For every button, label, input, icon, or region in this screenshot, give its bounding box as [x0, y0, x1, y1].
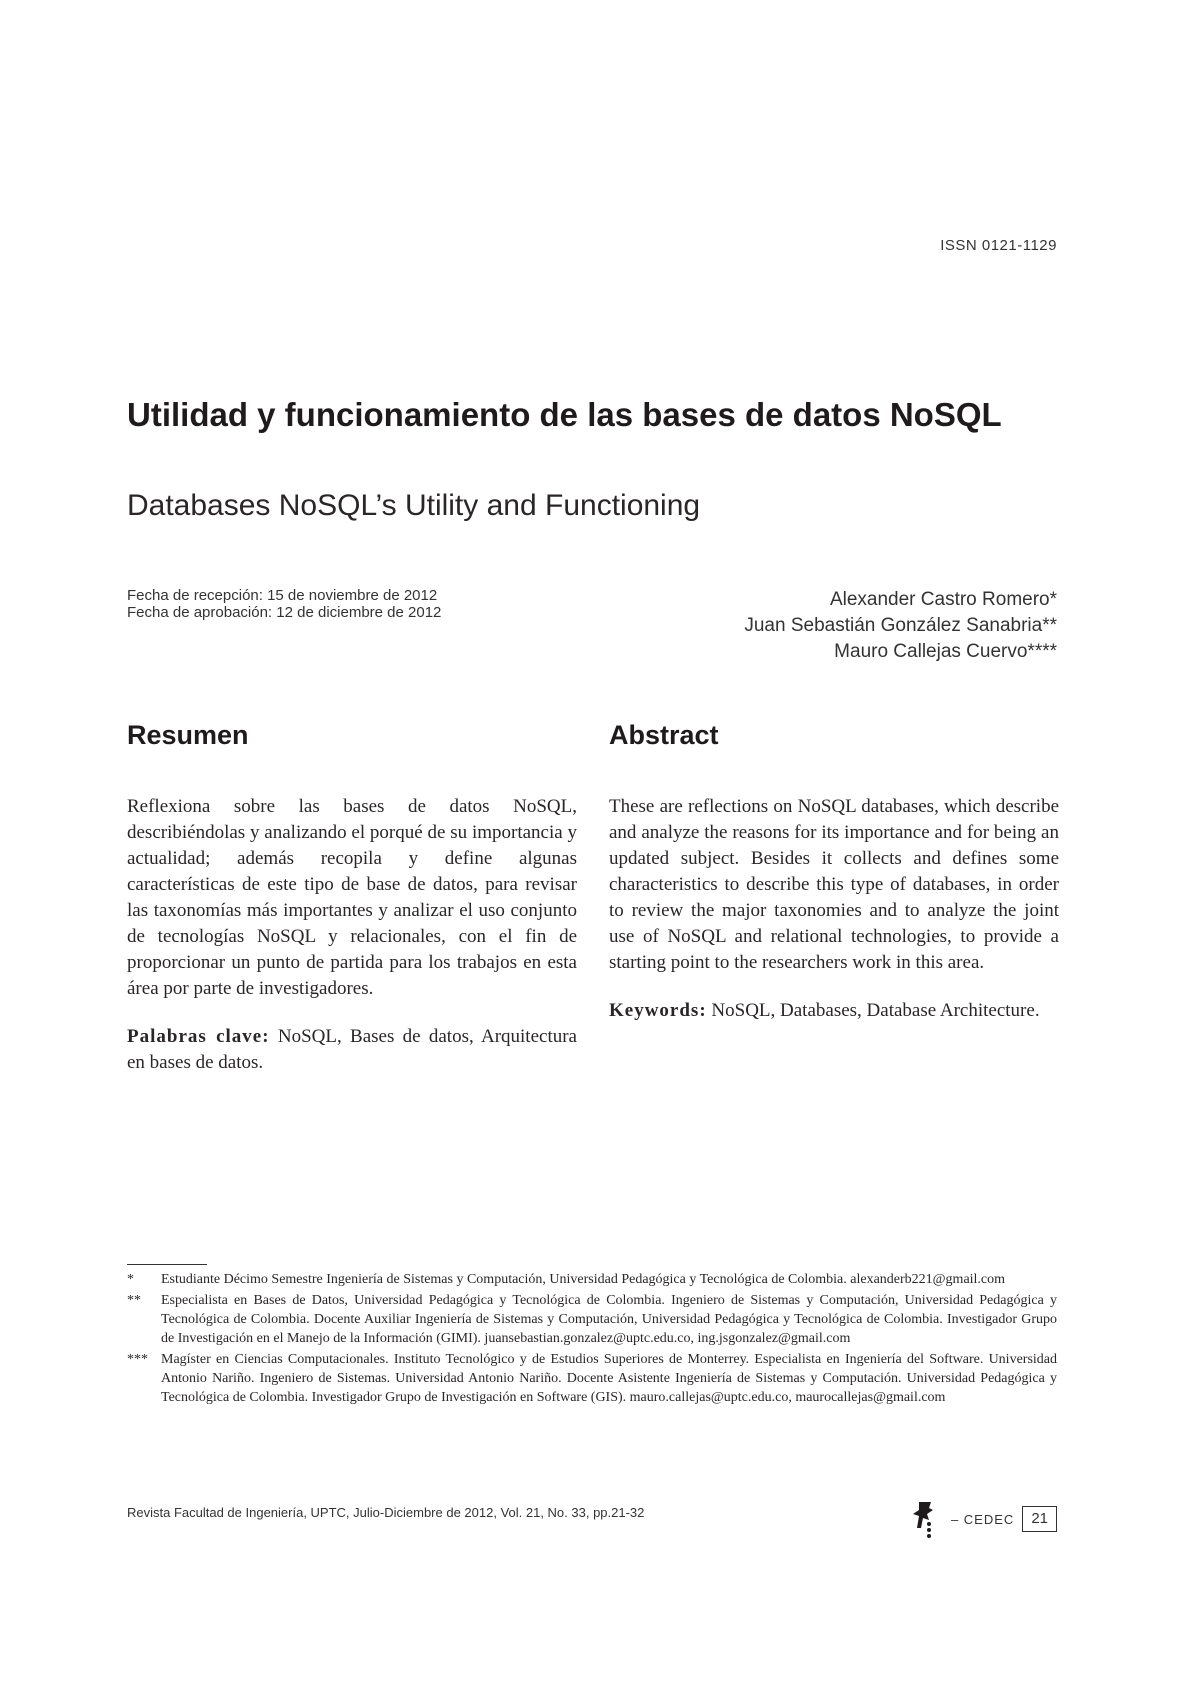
- footnotes: [127, 1270, 1057, 1409]
- footnote: [127, 1291, 1057, 1348]
- resumen-section: [127, 718, 577, 1076]
- issn: ISSN 0121-1129: [940, 237, 1057, 254]
- article-title: Utilidad y funcionamiento de las bases de datos NoSQL: [127, 396, 1002, 433]
- footnote-text: Especialista en Bases de Datos, Universidad Pedagógica y Tecnológica de Colombia. Ingeniero de Sistemas y Computación, Universidad Pedagógica y Tecnológica de Colombia. Docente Auxiliar Ingeniería de Sistemas y Computación, Universidad Pedagógica y Tecnológica de Colombia. Investigador Grupo de Investigación en el Manejo de la Información (GIMI). juansebastian.gonzalez@uptc.edu.co, ing.jsgonzalez@gmail.com: [161, 1293, 1057, 1346]
- abstract-section: [609, 718, 1059, 1024]
- reception-date: Fecha de recepción: 15 de noviembre de 2012: [127, 587, 438, 604]
- abstract-body: These are reflections on NoSQL databases, which describe and analyze the reasons for its importance and for being an updated subject. Besides it collects and defines some characteristics to describe this type of databases, in order to review the major taxonomies and to analyze the joint use of NoSQL and relational technologies, to provide a starting point to the researchers work in this area.: [609, 796, 1059, 973]
- resumen-keywords: [127, 1024, 577, 1076]
- keywords-value: NoSQL, Databases, Database Architecture.: [711, 1000, 1040, 1021]
- footnote-text: Estudiante Décimo Semestre Ingeniería de Sistemas y Computación, Universidad Pedagógica y Tecnológica de Colombia. alexanderb221@gmail.com: [161, 1272, 1006, 1287]
- keywords-label: Palabras clave:: [127, 1026, 270, 1047]
- footnote: [127, 1350, 1057, 1407]
- footnote-divider: [127, 1264, 207, 1265]
- journal-citation: Revista Facultad de Ingeniería, UPTC, Julio-Diciembre de 2012, Vol. 21, No. 33, pp.21-32: [127, 1505, 645, 1520]
- footer-branding: [909, 1498, 1057, 1540]
- footnote-mark: ***: [127, 1352, 148, 1367]
- author: Alexander Castro Romero*: [829, 589, 1057, 610]
- publisher-name: – CEDEC: [950, 1511, 1015, 1527]
- keywords-value: NoSQL, Bases de datos, Arquitectura en bases de datos.: [127, 1026, 577, 1073]
- approval-date: Fecha de aprobación: 12 de diciembre de 2012: [127, 604, 442, 621]
- cedec-logo-icon: [909, 1498, 945, 1540]
- author: Mauro Callejas Cuervo****: [834, 641, 1057, 662]
- page-number: 21: [1022, 1506, 1057, 1532]
- footnote: [127, 1270, 1057, 1289]
- resumen-body: Reflexiona sobre las bases de datos NoSQL, describiéndolas y analizando el porqué de su importancia y actualidad; además recopila y define algunas características de este tipo de base de datos, para revisar las taxonomías más importantes y analizar el uso conjunto de tecnologías NoSQL y relacionales, con el fin de proporcionar un punto de partida para los trabajos en esta área por parte de investigadores.: [127, 796, 577, 999]
- footnote-mark: **: [127, 1293, 141, 1308]
- abstract-keywords: [609, 998, 1059, 1024]
- author: Juan Sebastián González Sanabria**: [744, 615, 1057, 636]
- abstract-heading: Abstract: [609, 720, 719, 750]
- author-list: [537, 587, 1057, 665]
- footnote-mark: *: [127, 1272, 134, 1287]
- resumen-heading: Resumen: [127, 720, 249, 750]
- article-subtitle: Databases NoSQL’s Utility and Functioning: [127, 489, 701, 522]
- keywords-label: Keywords:: [609, 1000, 707, 1021]
- footnote-text: Magíster en Ciencias Computacionales. Instituto Tecnológico y de Estudios Superiores de Monterrey. Especialista en Ingeniería del Software. Universidad Antonio Nariño. Ingeniero de Sistemas. Universidad Antonio Nariño. Docente Asistente Ingeniería de Sistemas y Computación. Universidad Pedagógica y Tecnológica de Colombia. Investigador Grupo de Investigación en Software (GIS). mauro.callejas@uptc.edu.co, maurocallejas@gmail.com: [161, 1352, 1057, 1405]
